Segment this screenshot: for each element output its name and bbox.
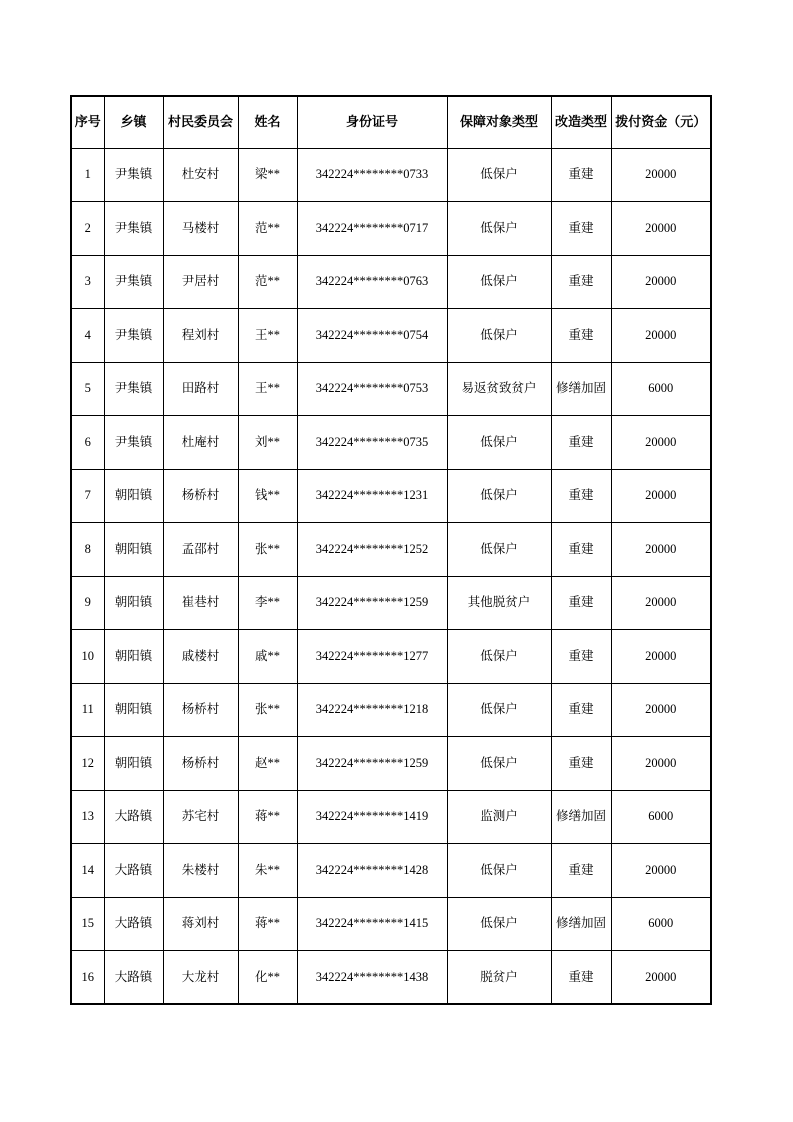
cell-township: 朝阳镇 [104,737,163,791]
cell-funds-yuan: 20000 [611,737,711,791]
cell-renovation-type: 重建 [551,469,611,523]
cell-village-committee: 杜庵村 [163,416,238,470]
cell-township: 尹集镇 [104,202,163,256]
table-row [71,844,711,898]
cell-renovation-type: 修缮加固 [551,790,611,844]
cell-village-committee: 大龙村 [163,951,238,1005]
cell-village-committee: 尹居村 [163,255,238,309]
cell-id-number: 342224********1277 [297,630,447,684]
cell-id-number: 342224********1419 [297,790,447,844]
cell-seq: 4 [71,309,104,363]
col-header-village-committee: 村民委员会 [163,96,238,148]
cell-funds-yuan: 20000 [611,630,711,684]
cell-village-committee: 田路村 [163,362,238,416]
cell-funds-yuan: 6000 [611,790,711,844]
cell-seq: 7 [71,469,104,523]
cell-subsidy-target-type: 低保户 [447,416,551,470]
cell-subsidy-target-type: 低保户 [447,683,551,737]
cell-seq: 12 [71,737,104,791]
cell-name: 范** [238,255,297,309]
cell-subsidy-target-type: 低保户 [447,309,551,363]
cell-renovation-type: 重建 [551,576,611,630]
cell-name: 李** [238,576,297,630]
cell-subsidy-target-type: 易返贫致贫户 [447,362,551,416]
cell-funds-yuan: 6000 [611,362,711,416]
cell-township: 尹集镇 [104,416,163,470]
header-row [71,96,711,148]
cell-village-committee: 程刘村 [163,309,238,363]
cell-village-committee: 崔巷村 [163,576,238,630]
cell-township: 尹集镇 [104,362,163,416]
cell-renovation-type: 重建 [551,630,611,684]
cell-subsidy-target-type: 低保户 [447,469,551,523]
cell-township: 大路镇 [104,951,163,1005]
cell-funds-yuan: 6000 [611,897,711,951]
table-row [71,523,711,577]
cell-id-number: 342224********1428 [297,844,447,898]
col-header-funds-yuan: 拨付资金（元） [611,96,711,148]
cell-subsidy-target-type: 脱贫户 [447,951,551,1005]
cell-seq: 6 [71,416,104,470]
cell-name: 赵** [238,737,297,791]
cell-id-number: 342224********0753 [297,362,447,416]
cell-township: 尹集镇 [104,309,163,363]
cell-township: 尹集镇 [104,255,163,309]
cell-name: 王** [238,309,297,363]
table-row [71,469,711,523]
subsidy-table [70,95,712,1005]
cell-renovation-type: 修缮加固 [551,362,611,416]
cell-subsidy-target-type: 低保户 [447,630,551,684]
table-row [71,202,711,256]
cell-funds-yuan: 20000 [611,469,711,523]
cell-name: 张** [238,683,297,737]
cell-renovation-type: 重建 [551,416,611,470]
cell-id-number: 342224********0733 [297,148,447,202]
col-header-subsidy-target-type: 保障对象类型 [447,96,551,148]
cell-renovation-type: 重建 [551,844,611,898]
cell-seq: 3 [71,255,104,309]
cell-name: 化** [238,951,297,1005]
cell-seq: 14 [71,844,104,898]
cell-id-number: 342224********1415 [297,897,447,951]
cell-village-committee: 戚楼村 [163,630,238,684]
cell-seq: 9 [71,576,104,630]
cell-seq: 11 [71,683,104,737]
cell-name: 朱** [238,844,297,898]
cell-renovation-type: 重建 [551,148,611,202]
cell-village-committee: 蒋刘村 [163,897,238,951]
cell-seq: 2 [71,202,104,256]
cell-village-committee: 孟邵村 [163,523,238,577]
cell-subsidy-target-type: 监测户 [447,790,551,844]
table-row [71,897,711,951]
cell-village-committee: 马楼村 [163,202,238,256]
cell-renovation-type: 重建 [551,683,611,737]
cell-renovation-type: 重建 [551,309,611,363]
cell-id-number: 342224********1218 [297,683,447,737]
cell-id-number: 342224********0717 [297,202,447,256]
col-header-seq: 序号 [71,96,104,148]
cell-id-number: 342224********0763 [297,255,447,309]
cell-id-number: 342224********1259 [297,576,447,630]
table-row [71,309,711,363]
cell-renovation-type: 修缮加固 [551,897,611,951]
cell-seq: 13 [71,790,104,844]
cell-name: 戚** [238,630,297,684]
cell-renovation-type: 重建 [551,523,611,577]
table-row [71,362,711,416]
cell-township: 朝阳镇 [104,683,163,737]
cell-id-number: 342224********0735 [297,416,447,470]
cell-name: 蒋** [238,897,297,951]
col-header-township: 乡镇 [104,96,163,148]
cell-funds-yuan: 20000 [611,416,711,470]
cell-village-committee: 杨桥村 [163,737,238,791]
cell-township: 朝阳镇 [104,576,163,630]
cell-village-committee: 杨桥村 [163,683,238,737]
cell-seq: 8 [71,523,104,577]
cell-township: 大路镇 [104,897,163,951]
cell-funds-yuan: 20000 [611,576,711,630]
cell-subsidy-target-type: 低保户 [447,897,551,951]
cell-funds-yuan: 20000 [611,202,711,256]
cell-id-number: 342224********1259 [297,737,447,791]
table-row [71,790,711,844]
cell-seq: 10 [71,630,104,684]
cell-seq: 5 [71,362,104,416]
table-row [71,255,711,309]
cell-funds-yuan: 20000 [611,148,711,202]
cell-name: 刘** [238,416,297,470]
cell-renovation-type: 重建 [551,202,611,256]
cell-name: 梁** [238,148,297,202]
table-row [71,683,711,737]
cell-subsidy-target-type: 其他脱贫户 [447,576,551,630]
cell-village-committee: 杜安村 [163,148,238,202]
cell-funds-yuan: 20000 [611,523,711,577]
cell-township: 朝阳镇 [104,469,163,523]
table-row [71,630,711,684]
cell-name: 范** [238,202,297,256]
cell-id-number: 342224********1231 [297,469,447,523]
cell-renovation-type: 重建 [551,951,611,1005]
cell-funds-yuan: 20000 [611,951,711,1005]
cell-funds-yuan: 20000 [611,309,711,363]
cell-township: 大路镇 [104,790,163,844]
cell-subsidy-target-type: 低保户 [447,148,551,202]
cell-subsidy-target-type: 低保户 [447,255,551,309]
cell-funds-yuan: 20000 [611,844,711,898]
cell-township: 朝阳镇 [104,630,163,684]
cell-township: 朝阳镇 [104,523,163,577]
cell-funds-yuan: 20000 [611,255,711,309]
col-header-name: 姓名 [238,96,297,148]
cell-seq: 1 [71,148,104,202]
cell-renovation-type: 重建 [551,737,611,791]
cell-name: 王** [238,362,297,416]
cell-village-committee: 朱楼村 [163,844,238,898]
cell-name: 钱** [238,469,297,523]
table-row [71,737,711,791]
col-header-renovation-type: 改造类型 [551,96,611,148]
cell-name: 张** [238,523,297,577]
table-row [71,951,711,1005]
cell-seq: 15 [71,897,104,951]
cell-id-number: 342224********0754 [297,309,447,363]
cell-subsidy-target-type: 低保户 [447,523,551,577]
cell-subsidy-target-type: 低保户 [447,202,551,256]
cell-seq: 16 [71,951,104,1005]
table-row [71,416,711,470]
cell-subsidy-target-type: 低保户 [447,737,551,791]
cell-funds-yuan: 20000 [611,683,711,737]
cell-subsidy-target-type: 低保户 [447,844,551,898]
cell-name: 蒋** [238,790,297,844]
cell-township: 尹集镇 [104,148,163,202]
cell-id-number: 342224********1438 [297,951,447,1005]
cell-village-committee: 苏宅村 [163,790,238,844]
table-row [71,576,711,630]
cell-id-number: 342224********1252 [297,523,447,577]
col-header-id-number: 身份证号 [297,96,447,148]
cell-village-committee: 杨桥村 [163,469,238,523]
table-row [71,148,711,202]
cell-renovation-type: 重建 [551,255,611,309]
cell-township: 大路镇 [104,844,163,898]
